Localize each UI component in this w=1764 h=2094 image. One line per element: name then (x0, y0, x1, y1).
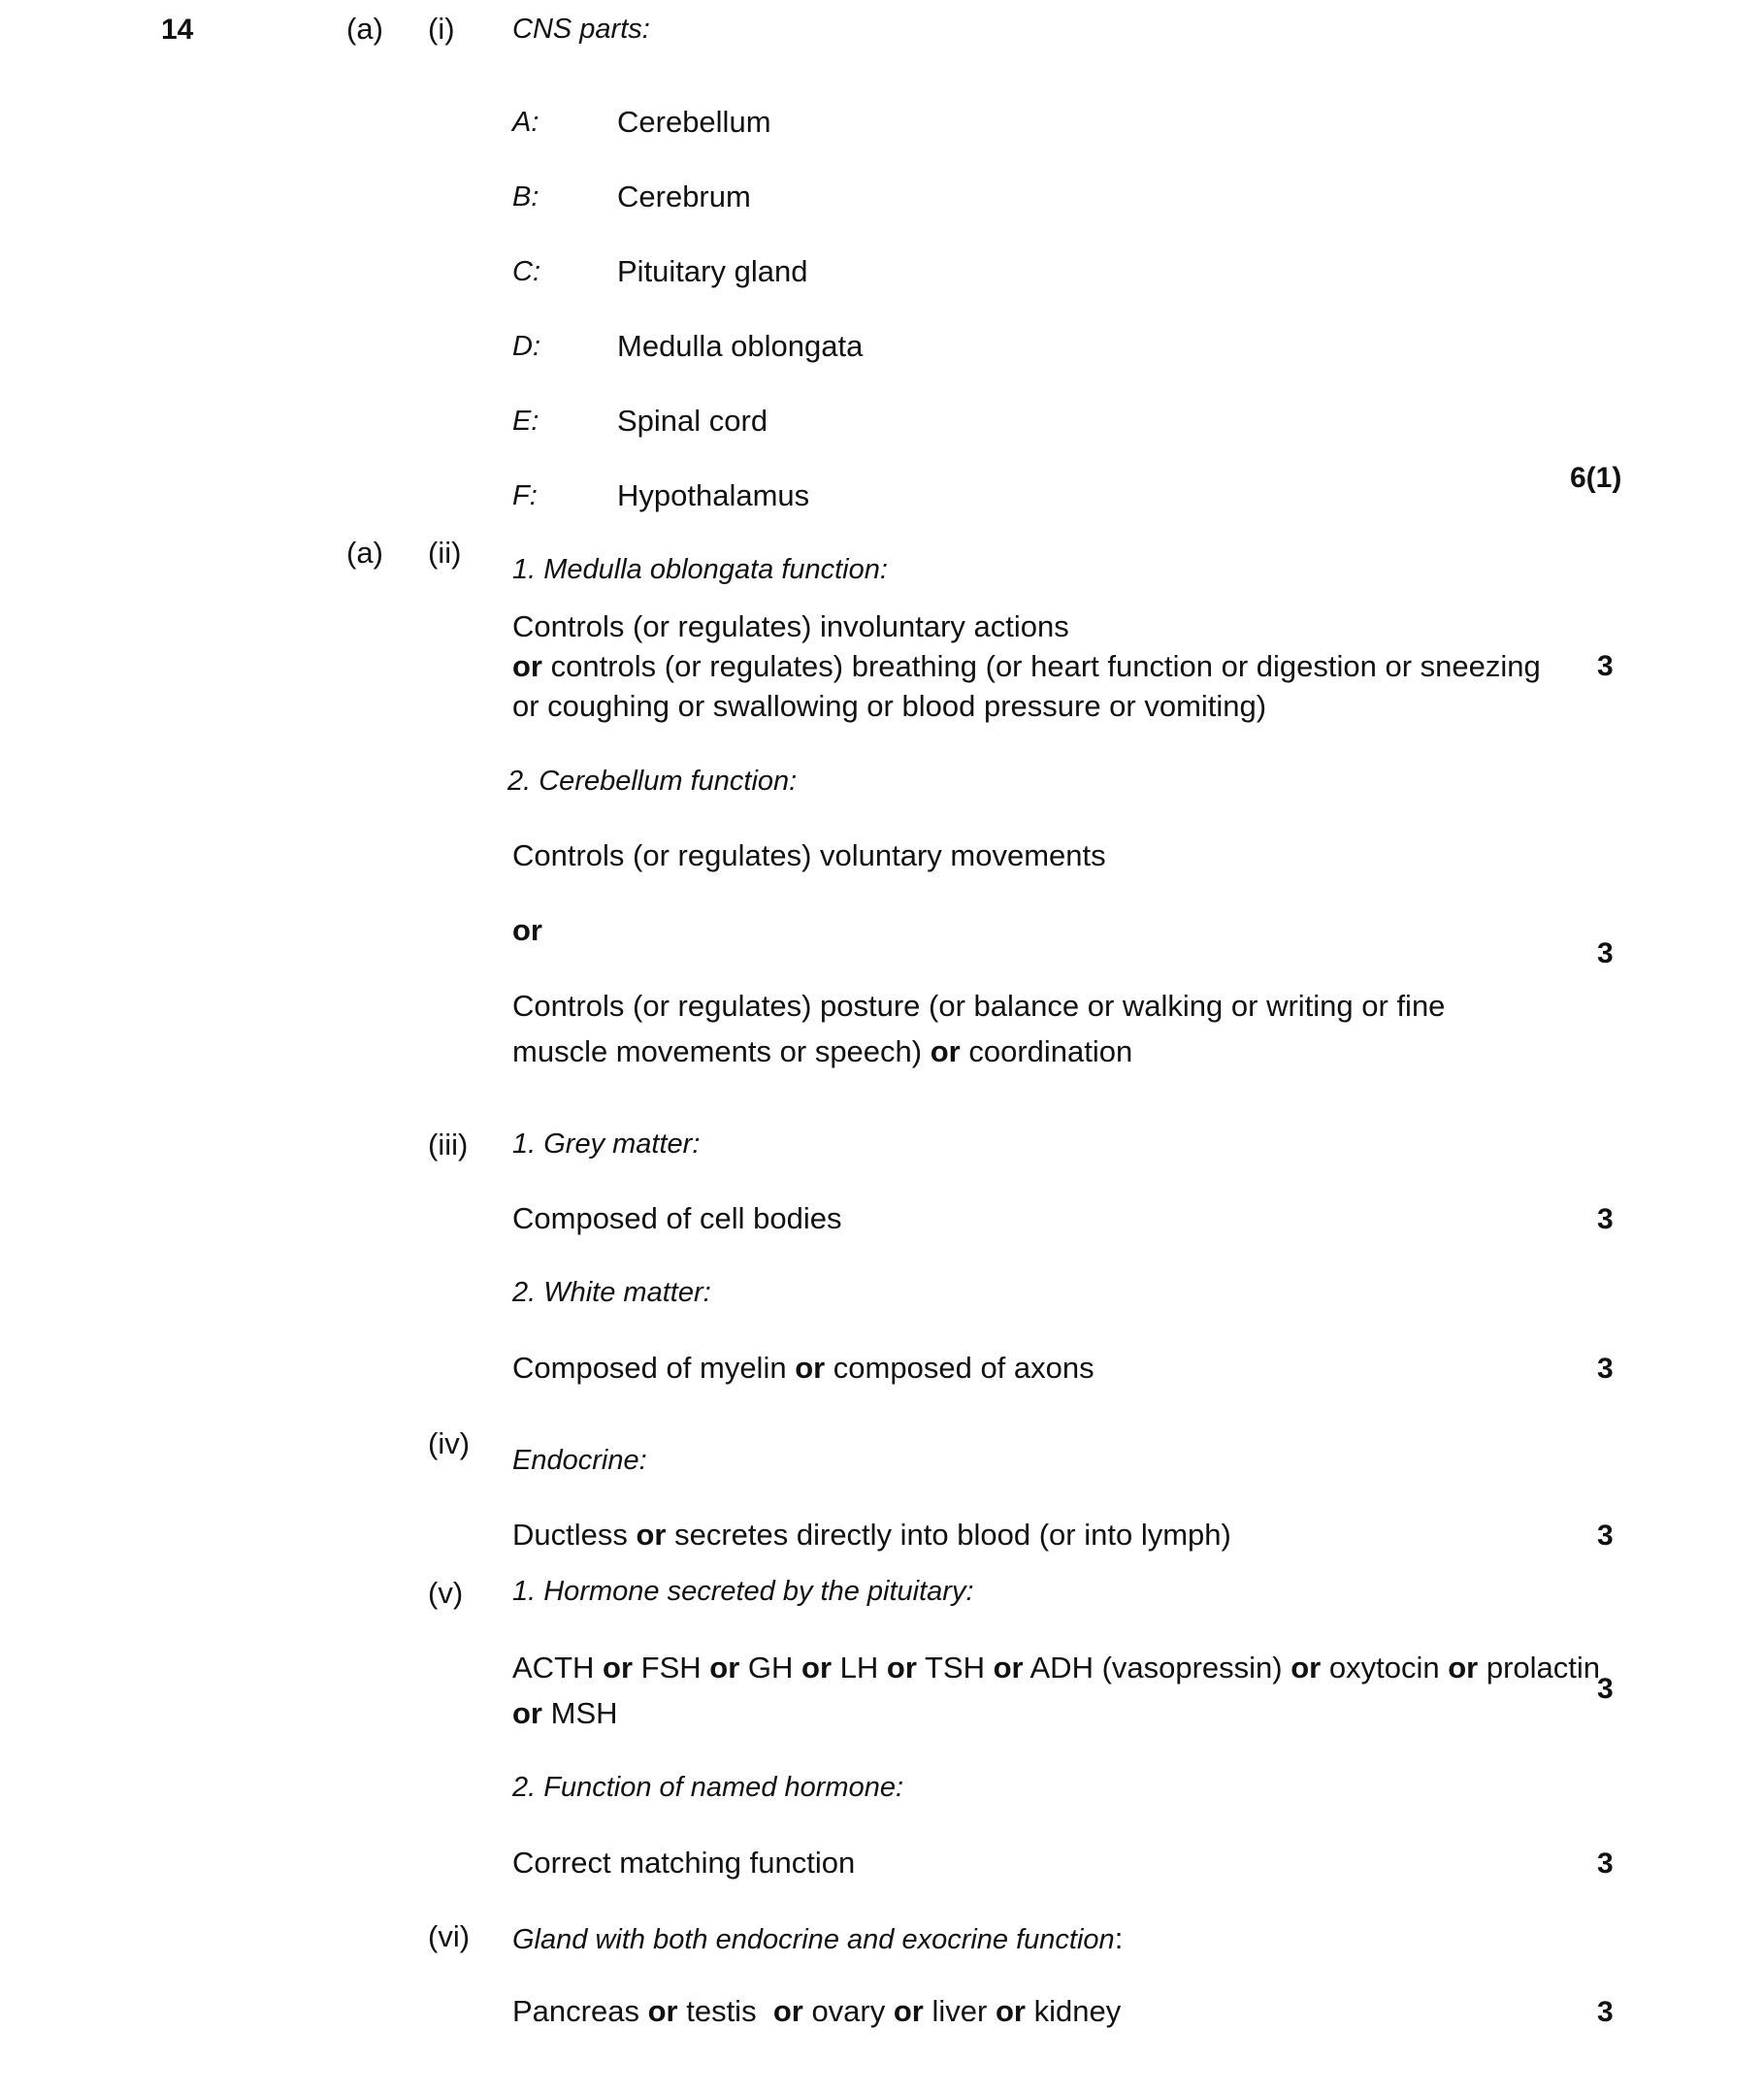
medulla-function-answer (512, 606, 1541, 726)
hormone-fsh: FSH (640, 1651, 702, 1685)
or-keyword: or (795, 1351, 826, 1385)
hormone-adh: ADH (vasopressin) (1029, 1651, 1283, 1685)
pituitary-hormone-heading: 1. Hormone secreted by the pituitary: (512, 1576, 974, 1607)
hormone-gh: GH (747, 1651, 794, 1685)
white-matter-heading: 2. White matter: (512, 1277, 711, 1308)
marks-cerebellum: 3 (1597, 937, 1614, 969)
cns-name-f: Hypothalamus (617, 478, 810, 512)
cns-letter-a: A: (512, 107, 539, 138)
part-i-label: (i) (428, 12, 455, 46)
hormone-prolactin: prolactin (1486, 1651, 1601, 1685)
marks-endocrine: 3 (1597, 1520, 1614, 1552)
cns-letter-b: B: (512, 181, 539, 213)
or-keyword: or (709, 1651, 740, 1685)
hormone-function-answer: Correct matching function (512, 1846, 856, 1880)
question-number: 14 (161, 14, 194, 46)
hormone-function-heading: 2. Function of named hormone: (512, 1772, 904, 1803)
or-keyword: or (603, 1651, 634, 1685)
cerebellum-answer-2-line-1: Controls (or regulates) posture (or balance or walking or writing or fine (512, 989, 1446, 1023)
cerebellum-answer-2-line-2a: muscle movements or speech) (512, 1034, 931, 1068)
part-a-label-2: (a) (346, 536, 383, 570)
cns-parts-heading: CNS parts: (512, 14, 650, 45)
marks-hormone-function: 3 (1597, 1848, 1614, 1880)
or-keyword: or (893, 1994, 924, 2028)
medulla-answer-line-3: or coughing or swallowing or blood pressure or vomiting) (512, 689, 1267, 723)
or-keyword: or (801, 1651, 833, 1685)
cns-letter-f: F: (512, 480, 538, 511)
gland-kidney: kidney (1033, 1994, 1122, 2028)
gland-heading (512, 1923, 1123, 1954)
cerebellum-answer-2-line-2b: coordination (960, 1034, 1133, 1068)
part-iii-label: (iii) (428, 1128, 469, 1162)
cerebellum-answer-2 (512, 983, 1445, 1074)
medulla-answer-line-2-text: controls (or regulates) breathing (or heart function or digestion or sneezing (542, 649, 1541, 683)
gland-testis: testis (686, 1994, 766, 2028)
marks-medulla: 3 (1597, 650, 1614, 682)
or-keyword: or (930, 1034, 961, 1068)
part-vi-label: (vi) (428, 1919, 471, 1953)
cns-name-d: Medulla oblongata (617, 329, 864, 363)
or-keyword: or (512, 649, 542, 683)
cns-letter-e: E: (512, 406, 539, 437)
hormone-lh: LH (839, 1651, 879, 1685)
marks-part-i: 6(1) (1570, 462, 1622, 494)
or-keyword: or (647, 1994, 678, 2028)
or-keyword: or (995, 1994, 1026, 2028)
endocrine-heading: Endocrine: (512, 1445, 647, 1476)
white-matter-answer (512, 1353, 1094, 1383)
hormones-line-2 (512, 1690, 1600, 1736)
gland-heading-colon: : (1114, 1921, 1124, 1955)
or-keyword: or (1290, 1651, 1322, 1685)
endocrine-answer (512, 1520, 1231, 1550)
endocrine-answer-a: Ductless (512, 1518, 637, 1552)
or-keyword: or (1448, 1651, 1479, 1685)
cns-name-a: Cerebellum (617, 105, 771, 139)
cns-letter-d: D: (512, 331, 540, 362)
gland-liver: liver (931, 1994, 988, 2028)
part-v-label: (v) (428, 1576, 464, 1610)
or-keyword: or (636, 1518, 667, 1552)
pituitary-hormones-answer (512, 1645, 1600, 1736)
part-iv-label: (iv) (428, 1426, 471, 1460)
cns-name-c: Pituitary gland (617, 254, 808, 288)
grey-matter-heading: 1. Grey matter: (512, 1129, 701, 1160)
or-keyword: or (512, 1696, 542, 1730)
cerebellum-answer-1: Controls (or regulates) voluntary movements (512, 838, 1106, 872)
endocrine-answer-b: secretes directly into blood (or into lymph) (666, 1518, 1231, 1552)
gland-ovary: ovary (811, 1994, 886, 2028)
hormone-tsh: TSH (924, 1651, 985, 1685)
cerebellum-function-heading: 2. Cerebellum function: (507, 766, 798, 797)
white-matter-answer-b: composed of axons (825, 1351, 1094, 1385)
or-keyword: or (993, 1651, 1024, 1685)
white-matter-answer-a: Composed of myelin (512, 1351, 796, 1385)
gland-answer (512, 1996, 1121, 2026)
medulla-function-heading: 1. Medulla oblongata function: (512, 554, 888, 585)
or-keyword: or (512, 913, 542, 947)
medulla-answer-line-2 (512, 646, 1541, 686)
cerebellum-answer-2-line-2 (512, 1029, 1445, 1074)
medulla-answer-line-1: Controls (or regulates) involuntary actions (512, 609, 1069, 643)
hormones-line-1 (512, 1645, 1600, 1690)
part-ii-label: (ii) (428, 536, 462, 570)
hormone-oxytocin: oxytocin (1328, 1651, 1440, 1685)
hormone-acth: ACTH (512, 1651, 595, 1685)
cns-letter-c: C: (512, 256, 540, 287)
cns-name-e: Spinal cord (617, 404, 768, 438)
gland-heading-text: Gland with both endocrine and exocrine function (512, 1924, 1115, 1955)
part-a-label: (a) (346, 12, 383, 46)
or-keyword: or (886, 1651, 917, 1685)
grey-matter-answer: Composed of cell bodies (512, 1201, 842, 1235)
cns-name-b: Cerebrum (617, 180, 751, 213)
marks-white-matter: 3 (1597, 1353, 1614, 1385)
marks-gland: 3 (1597, 1996, 1614, 2028)
gland-pancreas: Pancreas (512, 1994, 639, 2028)
hormone-msh: MSH (550, 1696, 618, 1730)
marks-pituitary-hormone: 3 (1597, 1673, 1614, 1705)
or-keyword: or (772, 1994, 803, 2028)
marks-grey-matter: 3 (1597, 1203, 1614, 1235)
